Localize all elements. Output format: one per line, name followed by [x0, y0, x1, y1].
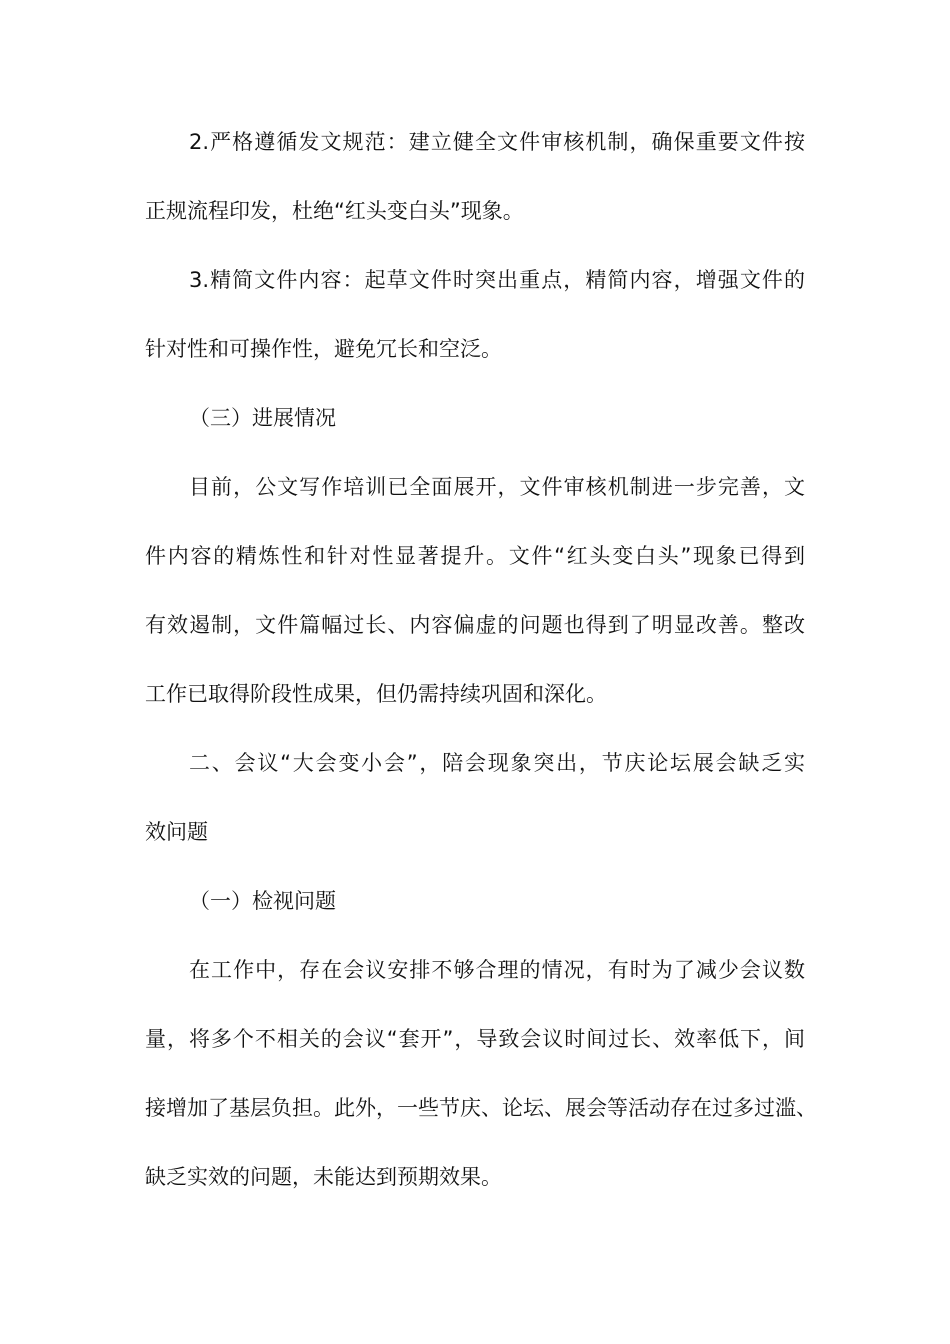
- text-line: 针对性和可操作性，避免冗长和空泛。: [145, 337, 502, 361]
- text-line: 3.精简文件内容：起草文件时突出重点，精简内容，增强文件的: [189, 268, 805, 292]
- text-line: 有效遏制，文件篇幅过长、内容偏虚的问题也得到了明显改善。整改: [145, 613, 805, 637]
- text-line: 量，将多个不相关的会议“套开”，导致会议时间过长、效率低下，间: [145, 1027, 805, 1051]
- text-line: （三）进展情况: [189, 406, 336, 430]
- text-line: 件内容的精炼性和针对性显著提升。文件“红头变白头”现象已得到: [145, 544, 805, 568]
- paragraph: [145, 401, 805, 470]
- text-line: （一）检视问题: [189, 889, 336, 913]
- text-line: 在工作中，存在会议安排不够合理的情况，有时为了减少会议数: [189, 958, 805, 982]
- paragraph: [145, 746, 805, 884]
- text-line: 2.严格遵循发文规范：建立健全文件审核机制，确保重要文件按: [189, 130, 805, 154]
- text-line: 接增加了基层负担。此外，一些节庆、论坛、展会等活动存在过多过滥、: [145, 1096, 817, 1120]
- text-line: 正规流程印发，杜绝“红头变白头”现象。: [145, 199, 524, 223]
- paragraph: [145, 884, 805, 953]
- document-page: [145, 125, 817, 1229]
- text-line: 工作已取得阶段性成果，但仍需持续巩固和深化。: [145, 682, 607, 706]
- paragraph: [145, 125, 805, 263]
- text-line: 缺乏实效的问题，未能达到预期效果。: [145, 1165, 502, 1189]
- text-line: 二、会议“大会变小会”，陪会现象突出，节庆论坛展会缺乏实: [189, 751, 805, 775]
- paragraph: [145, 470, 805, 746]
- text-line: 目前，公文写作培训已全面展开，文件审核机制进一步完善，文: [189, 475, 805, 499]
- text-line: 效问题: [145, 820, 208, 844]
- paragraph: [145, 953, 817, 1229]
- paragraph: [145, 263, 805, 401]
